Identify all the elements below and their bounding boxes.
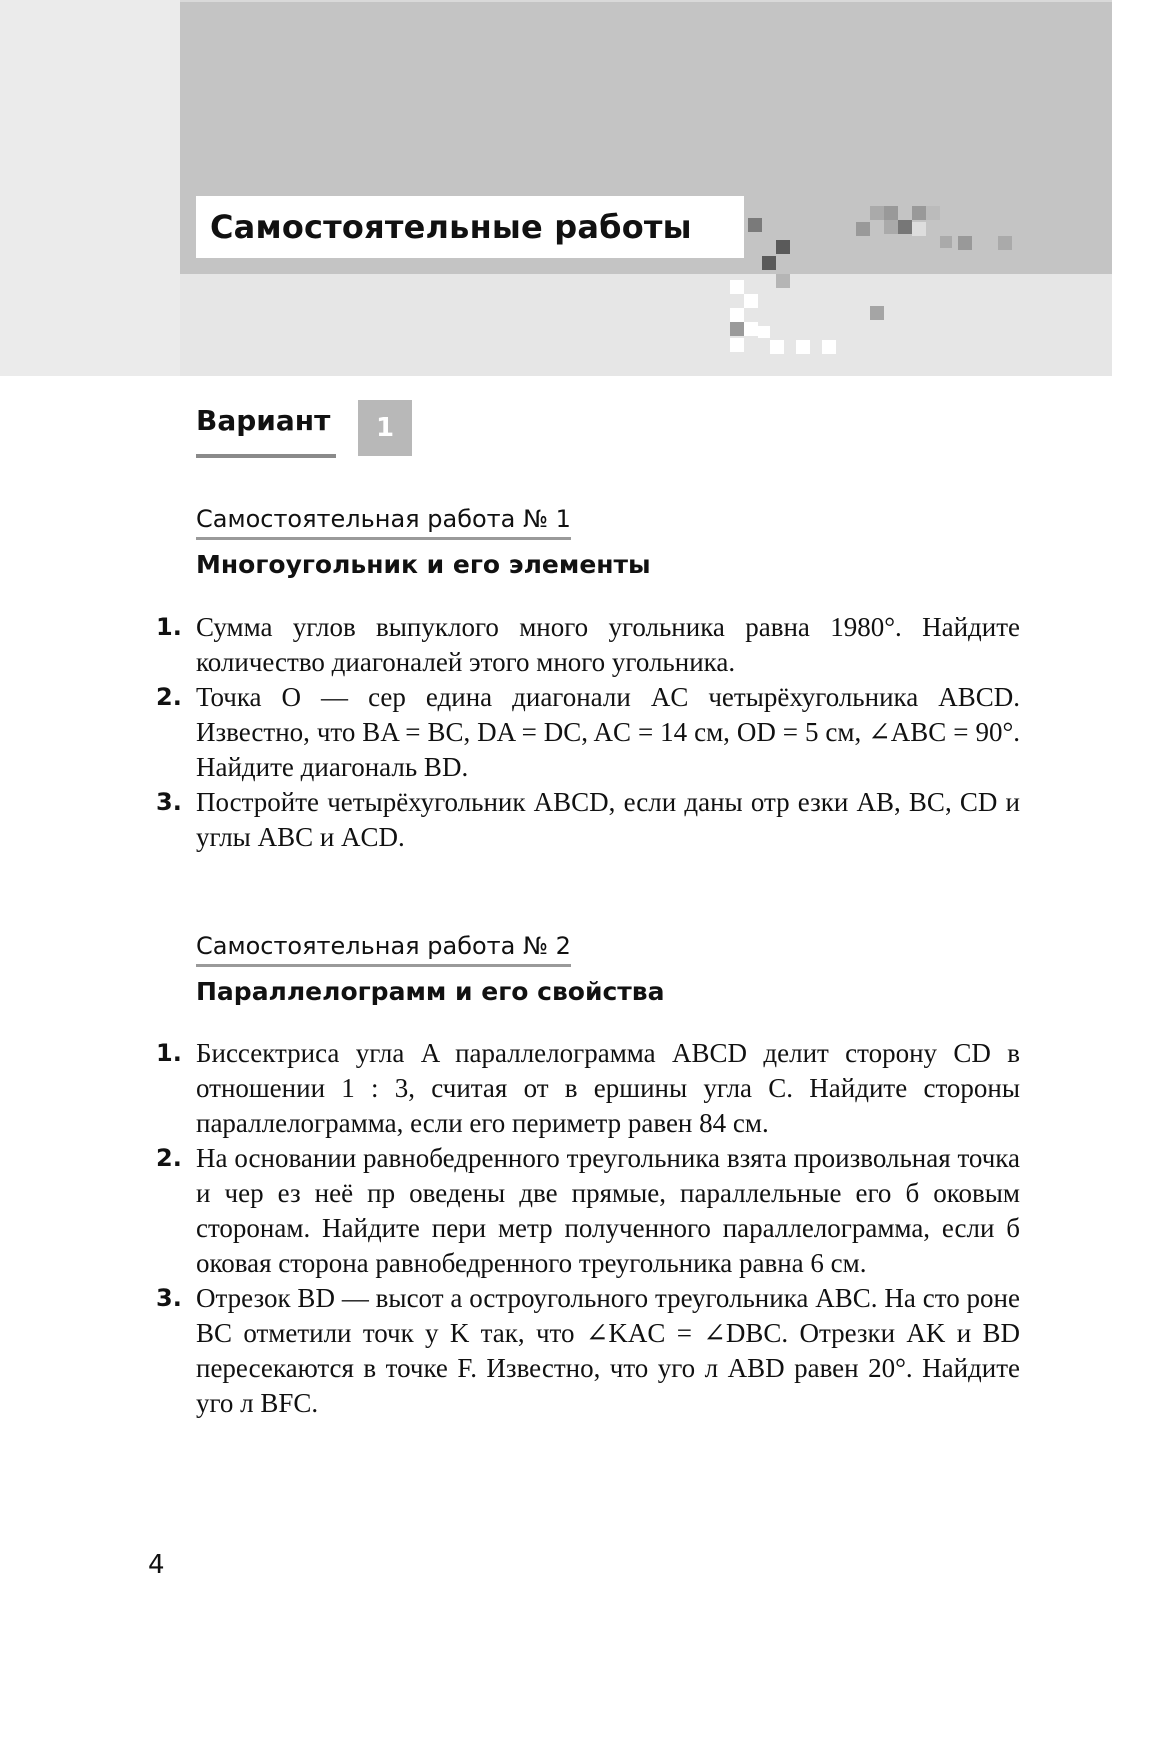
decor-pixel (912, 222, 926, 236)
decor-pixel (744, 322, 758, 336)
task-item (150, 1281, 1020, 1421)
decor-pixel (884, 220, 898, 234)
decor-pixel (856, 222, 870, 236)
decor-pixel (884, 206, 898, 220)
decor-pixel (744, 294, 758, 308)
decor-pixel (776, 274, 790, 288)
decor-pixel (762, 256, 776, 270)
header-band (0, 0, 1112, 376)
decor-pixel (926, 206, 940, 220)
decor-pixel (796, 340, 810, 354)
work-title: Самостоятельная работа № 2 (196, 932, 571, 967)
decor-pixel (898, 220, 912, 234)
header-left-strip (0, 0, 180, 376)
task-number: 2. (156, 1144, 182, 1172)
decor-pixel (730, 280, 744, 294)
work-title: Самостоятельная работа № 1 (196, 505, 571, 540)
work-2-heading (196, 932, 664, 1006)
task-item (150, 785, 1020, 855)
decor-pixel (770, 340, 784, 354)
task-text: Постройте четырёхугольник ABCD, если даны отр езки AB, BC, CD и углы ABC и ACD. (196, 787, 1020, 852)
work-1-heading (196, 505, 651, 579)
task-text: Отрезок BD — высот а остроугольного треугольника ABC. На сто роне BC отметили точк у K так, что ∠KAC = ∠DBC. Отрезки AK и BD пересекаются в точке F. Известно, что уго л ABD равен 20°. Найдите уго л BFC. (196, 1283, 1020, 1418)
task-number: 1. (156, 613, 182, 641)
decor-pixel (776, 240, 790, 254)
task-number: 2. (156, 683, 182, 711)
task-item (150, 1036, 1020, 1141)
variant-label: Вариант (196, 404, 331, 437)
task-item (150, 1141, 1020, 1281)
work-topic: Многоугольник и его элементы (196, 550, 651, 579)
task-number: 3. (156, 1284, 182, 1312)
work-topic: Параллелограмм и его свойства (196, 977, 665, 1006)
section-title: Самостоятельные работы (210, 208, 692, 246)
decor-pixel (730, 322, 744, 336)
header-bottom-panel (180, 274, 1112, 376)
decor-pixel (758, 326, 770, 338)
decor-pixel (822, 340, 836, 354)
task-text: На основании равнобедренного треугольника взята произвольная точка и чер ез неё пр оведены две прямые, параллельные его б оковым сторонам. Найдите пери метр полученного параллелограмма, если б оковая сторона равнобедренного треугольника равна 6 см. (196, 1143, 1020, 1278)
decor-pixel (870, 206, 884, 220)
task-text: Сумма углов выпуклого много угольника равна 1980°. Найдите количество диагоналей этого много угольника. (196, 612, 1020, 677)
decor-pixel (940, 236, 952, 248)
task-item (150, 610, 1020, 680)
task-number: 1. (156, 1039, 182, 1067)
decor-pixel (730, 308, 744, 322)
variant-underline (196, 454, 336, 458)
decor-pixel (870, 306, 884, 320)
task-number: 3. (156, 788, 182, 816)
decor-pixel (730, 338, 744, 352)
decor-pixel (958, 236, 972, 250)
decor-pixel (912, 206, 926, 220)
work-2-tasks (150, 1036, 1020, 1421)
work-1-tasks (150, 610, 1020, 855)
decor-pixel (998, 236, 1012, 250)
task-item (150, 680, 1020, 785)
decor-pixel (748, 218, 762, 232)
task-text: Биссектриса угла A параллелограмма ABCD делит сторону CD в отношении 1 : 3, считая от в ершины угла C. Найдите стороны параллелограмма, если его периметр равен 84 см. (196, 1038, 1020, 1138)
page-number: 4 (148, 1550, 165, 1580)
variant-number-badge (358, 400, 412, 456)
task-text: Точка O — сер едина диагонали AC четырёхугольника ABCD. Известно, что BA = BC, DA = DC, AC = 14 см, OD = 5 см, ∠ABC = 90°. Найдите диагональ BD. (196, 682, 1020, 782)
variant-number: 1 (375, 413, 395, 443)
section-title-box (196, 196, 744, 258)
